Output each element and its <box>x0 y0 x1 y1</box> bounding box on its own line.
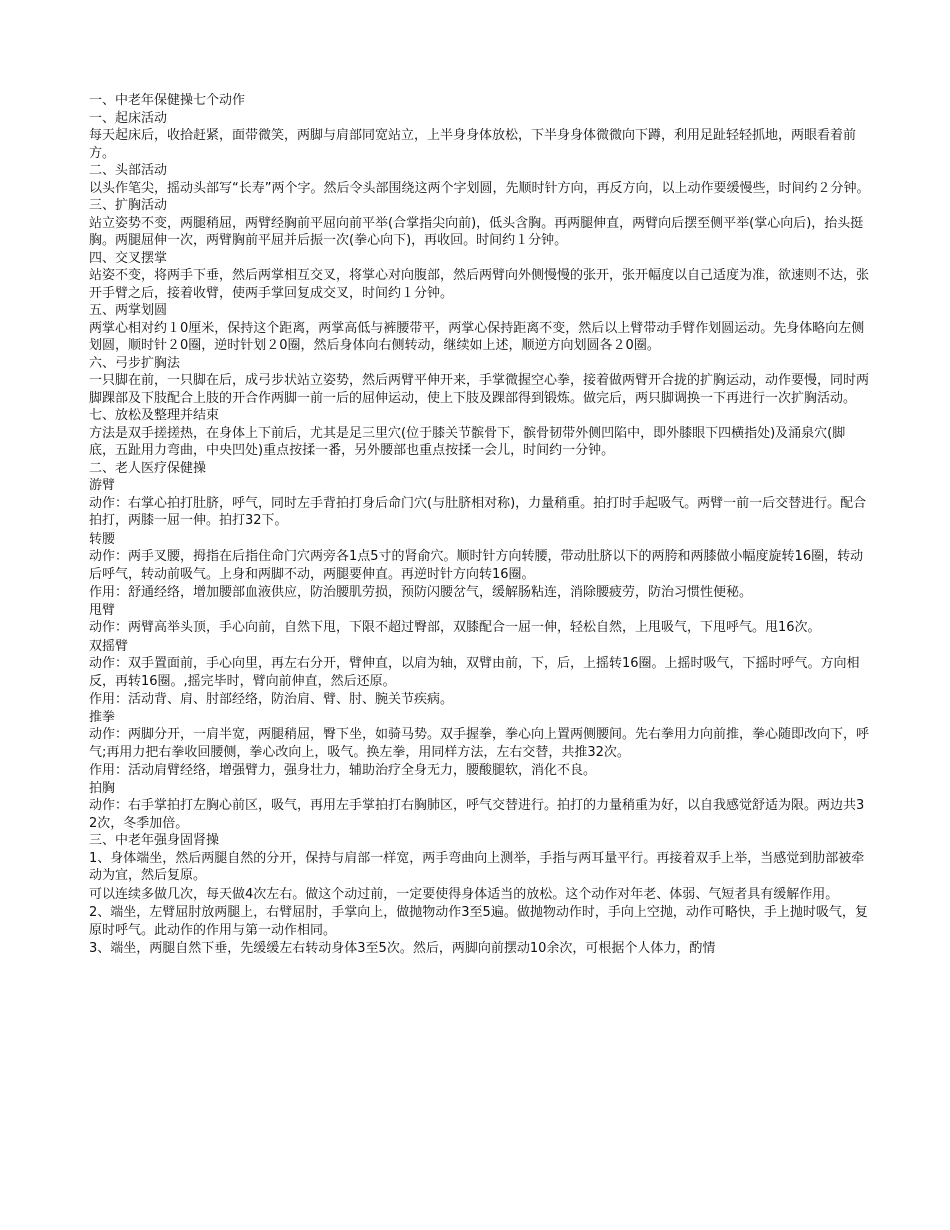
paragraph: 动作：右掌心拍打肚脐，呼气，同时左手背拍打身后命门穴(与肚脐相对称)，力量稍重。拍打时手起吸气。两臂一前一后交替进行。配合拍打，两膝一屈一伸。拍打32下。 <box>89 495 867 528</box>
subsection-heading: 二、头部活动 <box>89 163 168 178</box>
paragraph: 1、身体端坐，然后两腿自然的分开，保持与肩部一样宽，两手弯曲向上测举，手指与两耳量平行。再接着双手上举，当感觉到肋部被牵动为宜，然后复原。 <box>89 850 865 883</box>
subsection-heading: 拍胸 <box>89 780 116 796</box>
subsection-heading: 七、放松及整理并结束 <box>89 408 220 423</box>
paragraph: 2、端坐，左臂屈肘放两腿上，右臂屈肘，手掌向上，做抛物动作3至5遍。做抛物动作时，手向上空抛，动作可略快，手上抛时吸气，复原时呼气。此动作的作用与第一动作相同。 <box>89 905 868 938</box>
paragraph: 两掌心相对约１0厘米，保持这个距离，两掌高低与裤腰带平，两掌心保持距离不变，然后以上臂带动手臂作划圆运动。先身体略向左侧划圆，顺时针２0圈，逆时针划２0圈，然后身体向右侧转动，继续如上述，顺逆方向划圆各２0圈。 <box>89 320 865 353</box>
paragraph: 动作：右手掌拍打左胸心前区，吸气，再用左手掌拍打右胸肺区，呼气交替进行。拍打的力量稍重为好，以自我感觉舒适为限。两边共32次，冬季加倍。 <box>89 798 865 831</box>
section-heading: 三、中老年强身固肾操 <box>89 833 220 848</box>
paragraph: 站立姿势不变，两腿稍屈，两臂经胸前平屈向前平举(合掌指尖向前)，低头含胸。再两腿伸直，两臂向后摆至侧平举(掌心向后)，抬头挺胸。两腿屈伸一次，两臂胸前平屈并后振一次(拳心向下)，再收回。时间约１分钟。 <box>89 215 864 248</box>
paragraph: 一只脚在前，一只脚在后，成弓步状站立姿势，然后两臂平伸开来，手掌微握空心拳，接着做两臂开合拢的扩胸运动，动作要慢，同时两脚踝部及下肢配合上肢的开合作两脚一前一后的屈伸运动，使上下肢及踝部得到锻炼。做完后，两只脚调换一下再进行一次扩胸活动。 <box>89 373 870 406</box>
paragraph: 作用：活动背、肩、肘部经络，防治肩、臂、肘、腕关节疾病。 <box>89 692 454 707</box>
subsection-heading: 一、起床活动 <box>89 110 168 126</box>
paragraph: 站姿不变，将两手下垂，然后两掌相互交叉，将掌心对向腹部，然后两臂向外侧慢慢的张开，张开幅度以自己适度为准，欲速则不达，张开手臂之后，接着收臂，使两手掌回复成交叉，时间约１分钟。 <box>89 268 870 301</box>
subsection-heading: 双摇臂 <box>89 638 129 654</box>
section-heading: 一、中老年保健操七个动作 <box>89 93 246 108</box>
section-heading: 二、老人医疗保健操 <box>89 460 207 476</box>
document-body <box>89 92 871 958</box>
paragraph: 动作：双手置面前，手心向里，再左右分开，臂伸直，以肩为轴，双臂由前，下，后，上摇转16圈。上摇时吸气，下摇时呼气。方向相反，再转16圈。,摇完毕时，臂向前伸直，然后还原。 <box>89 656 860 689</box>
paragraph: 作用：活动肩臂经络，增强臂力，强身壮力，辅助治疗全身无力，腰酸腿软，消化不良。 <box>89 763 597 778</box>
subsection-heading: 三、扩胸活动 <box>89 198 168 213</box>
paragraph: 动作：两脚分开，一肩半宽，两腿稍屈，臀下坐，如骑马势。双手握拳，拳心向上置两侧腰间。先右拳用力向前推，拳心随即改向下，呼气;再用力把右拳收回腰侧，拳心改向上，吸气。换左拳，用同样方法，左右交替，共推32次。 <box>89 727 870 760</box>
subsection-heading: 五、两掌划圆 <box>89 303 168 318</box>
paragraph: 3、端坐，两腿自然下垂，先缓缓左右转动身体3至5次。然后，两脚向前摆动10余次，可根据个人体力，酌情 <box>89 941 716 956</box>
paragraph: 作用：舒通经络，增加腰部血液供应，防治腰肌劳损，预防闪腰岔气，缓解肠粘连，消除腰疲劳，防治习惯性便秘。 <box>89 585 753 600</box>
paragraph: 方法是双手搓搓热，在身体上下前后，尤其是足三里穴(位于膝关节髌骨下，髌骨韧带外侧凹陷中，即外膝眼下四横指处)及涌泉穴(脚底，五趾用力弯曲，中央凹处)重点按揉一番，另外腰部也重点按揉一会儿，时间约一分钟。 <box>89 425 846 458</box>
paragraph: 可以连续多做几次，每天做4次左右。做这个动过前，一定要使得身体适当的放松。这个动作对年老、体弱、气短者具有缓解作用。 <box>89 886 839 902</box>
subsection-heading: 四、交叉摆掌 <box>89 250 168 266</box>
paragraph: 动作：两手叉腰，拇指在后指住命门穴两旁各1点5寸的肾俞穴。顺时针方向转腰，带动肚脐以下的两胯和两膝做小幅度旋转16圈，转动后呼气，转动前吸气。上身和两脚不动，两腿要伸直。再逆时针方向转16圈。 <box>89 549 864 582</box>
paragraph: 动作：两臂高举头顶，手心向前，自然下甩，下限不超过臀部，双膝配合一屈一伸，轻松自然，上甩吸气，下甩呼气。甩16次。 <box>89 620 821 635</box>
subsection-heading: 游臂 <box>89 478 116 493</box>
subsection-heading: 转腰 <box>89 531 116 547</box>
subsection-heading: 推拳 <box>89 709 116 725</box>
subsection-heading: 甩臂 <box>89 602 116 618</box>
paragraph: 以头作笔尖，摇动头部写“长寿”两个字。然后令头部围绕这两个字划圆，先顺时针方向，再反方向，以上动作要缓慢些，时间约２分钟。 <box>89 180 870 196</box>
paragraph: 每天起床后，收拾赶紧，面带微笑，两脚与肩部同宽站立，上半身身体放松，下半身身体微微向下蹲，利用足趾轻轻抓地，两眼看着前方。 <box>89 128 857 161</box>
subsection-heading: 六、弓步扩胸法 <box>89 355 181 371</box>
